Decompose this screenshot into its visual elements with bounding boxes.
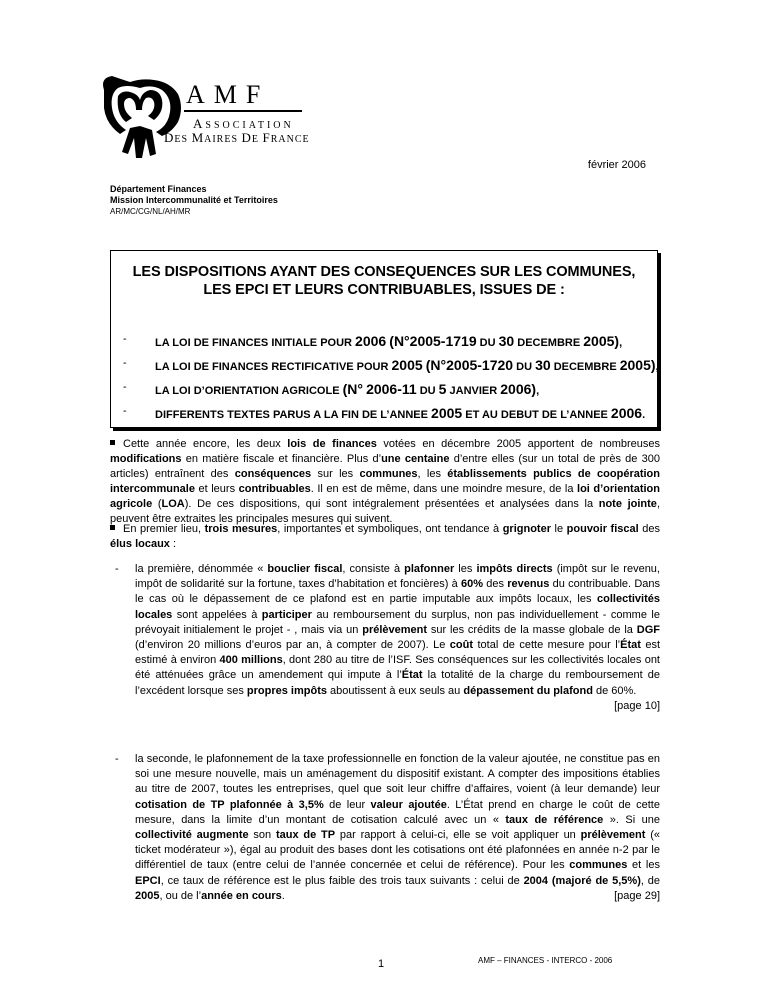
list-item: - LA LOI DE FINANCES RECTIFICATIVE POUR 2005 (N°2005-1720 DU 30 DECEMBRE 2005), bbox=[123, 357, 659, 373]
document-date: février 2006 bbox=[587, 159, 646, 171]
mission-name: Mission Intercommunalité et Territoires bbox=[110, 195, 278, 205]
title-frame bbox=[110, 250, 658, 428]
page-footer: AMF – FINANCES - INTERCO - 2006 bbox=[478, 956, 613, 965]
department-name: Département Finances bbox=[110, 184, 207, 194]
measures-paragraph-text: En premier lieu, trois mesures, importantes et symboliques, ont tendance à grignoter le pouvoir fiscal des élus locaux : bbox=[110, 523, 660, 550]
square-bullet-icon bbox=[110, 440, 115, 445]
title-line-2: LES EPCI ET LEURS CONTRIBUABLES, ISSUES DE : bbox=[203, 282, 565, 298]
logo-wordmark: AMF bbox=[186, 80, 270, 109]
measure-bouclier-fiscal: - la première, dénommée « bouclier fiscal, consiste à plafonner les impôts directs (impôt sur le revenu, impôt de solidarité sur la fortune, taxes d’habitation et foncières) à 60% des revenus du contribuable. Dans le cas où le dépassement de ce plafond est en partie imputable aux impôts locaux, les collectivités locales sont appelées à participer au remboursement du surplus, non pas individuellement - comme le prévoyait initialement le projet - , mais via un prélèvement sur les crédits de la masse globale de la DGF (d’environ 20 millions d’euros par an, à compter de 2007). Le coût total de cette mesure pour l’État est estimé à environ 400 millions, dont 280 au titre de l’ISF. Ses conséquences sur les collectivités locales ont été atténuées grâce un amendement qui impute à l’État la totalité de la charge du remboursement de l’excédent lorsque ses propres impôts aboutissent à eux seuls au dépassement du plafond de 60%. [page 10] bbox=[110, 562, 660, 714]
list-item: - LA LOI D’ORIENTATION AGRICOLE (N° 2006-11 DU 5 JANVIER 2006), bbox=[123, 381, 540, 397]
square-bullet-icon bbox=[110, 525, 115, 530]
department-block bbox=[110, 184, 278, 217]
page-reference: [page 10] bbox=[614, 699, 660, 712]
measures-paragraph bbox=[110, 522, 660, 552]
reference-code: AR/MC/CG/NL/AH/MR bbox=[110, 207, 191, 216]
intro-paragraph-text: Cette année encore, les deux lois de finances votées en décembre 2005 apportent de nombreuses modifications en matière fiscale et financière. Plus d’une centaine d’entre elles (sur un total de près de 300 articles) entraînent des conséquences sur les communes, les établissements publics de coopération intercommunale et leurs contribuables. Il en est de même, dans une moindre mesure, de la loi d’orientation agricole (LOA). De ces dispositions, qui sont intégralement présentées et analysées dans la note jointe, peuvent être extraites les principales mesures qui suivent. bbox=[110, 438, 661, 525]
logo-line-maires: DES MAIRES DE FRANCE bbox=[164, 130, 310, 145]
title-line-1: LES DISPOSITIONS AYANT DES CONSEQUENCES SUR LES COMMUNES, bbox=[132, 264, 636, 280]
logo-line-association: ASSOCIATION bbox=[193, 116, 294, 131]
intro-paragraph bbox=[110, 437, 660, 527]
amf-logo bbox=[96, 68, 310, 164]
measure-text: la première, dénommée « bouclier fiscal, consiste à plafonner les impôts directs (impôt sur le revenu, impôt de solidarité sur la fortune, taxes d’habitation et foncières) à 60% des revenus du contribuable. Dans le cas où le dépassement de ce plafond est en partie imputable aux impôts locaux, les collectivités locales sont appelées à participer au remboursement du surplus, non pas individuellement - comme le prévoyait initialement le projet - , mais via un prélèvement sur les crédits de la masse globale de la DGF (d’environ 20 millions d’euros par an, à compter de 2007). Le coût total de cette mesure pour l’État est estimé à environ 400 millions, dont 280 au titre de l’ISF. Ses conséquences sur les collectivités locales ont été atténuées grâce un amendement qui impute à l’État la totalité de la charge du remboursement de l’excédent lorsque ses propres impôts aboutissent à eux seuls au dépassement du plafond de 60%. bbox=[135, 563, 661, 697]
measure-text: la seconde, le plafonnement de la taxe professionnelle en fonction de la valeur ajoutée, ne constitue pas en soi une mesure nouvelle, mais un aménagement du dispositif existant. A compter des impositions établies au titre de 2007, toutes les entreprises, quel que soit leur chiffre d’affaires, voient (à leur demande) leur cotisation de TP plafonnée à 3,5% de leur valeur ajoutée. L’État prend en charge le coût de cette mesure, dans la limite d’un montant de cotisation calculé avec un « taux de référence ». Si une collectivité augmente son taux de TP par rapport à celui-ci, elle se voit appliquer un prélèvement (« ticket modérateur »), égal au produit des bases dont les cotisations ont été plafonnées en année n-2 par le différentiel de taux (entre celui de l’année concernée et celui de référence). Pour les communes et les EPCI, ce taux de référence est le plus faible des trois taux suivants : celui de 2004 (majoré de 5,5%), de 2005, ou de l’année en cours. bbox=[135, 753, 661, 902]
list-item-text: DIFFERENTS TEXTES PARUS A LA FIN DE L’ANNEE 2005 ET AU DEBUT DE L’ANNEE 2006. bbox=[155, 405, 646, 421]
document-title bbox=[111, 263, 657, 299]
page-reference: [page 29] bbox=[614, 889, 660, 902]
list-item-text: LA LOI DE FINANCES INITIALE POUR 2006 (N°2005-1719 DU 30 DECEMBRE 2005), bbox=[155, 333, 623, 349]
list-item: - DIFFERENTS TEXTES PARUS A LA FIN DE L’ANNEE 2005 ET AU DEBUT DE L’ANNEE 2006. bbox=[123, 405, 646, 421]
logo-rule bbox=[184, 110, 302, 112]
measure-plafonnement-tp: - la seconde, le plafonnement de la taxe professionnelle en fonction de la valeur ajoutée, ne constitue pas en soi une mesure nouvelle, mais un aménagement du dispositif existant. A compter des impositions établies au titre de 2007, toutes les entreprises, quel que soit leur chiffre d’affaires, voient (à leur demande) leur cotisation de TP plafonnée à 3,5% de leur valeur ajoutée. L’État prend en charge le coût de cette mesure, dans la limite d’un montant de cotisation calculé avec un « taux de référence ». Si une collectivité augmente son taux de TP par rapport à celui-ci, elle se voit appliquer un prélèvement (« ticket modérateur »), égal au produit des bases dont les cotisations ont été plafonnées en année n-2 par le différentiel de taux (entre celui de l’année concernée et celui de référence). Pour les communes et les EPCI, ce taux de référence est le plus faible des trois taux suivants : celui de 2004 (majoré de 5,5%), de 2005, ou de l’année en cours. [page 29] bbox=[110, 752, 660, 904]
list-item-text: LA LOI D’ORIENTATION AGRICOLE (N° 2006-11 DU 5 JANVIER 2006), bbox=[155, 381, 540, 397]
list-item-text: LA LOI DE FINANCES RECTIFICATIVE POUR 2005 (N°2005-1720 DU 30 DECEMBRE 2005), bbox=[155, 357, 659, 373]
amf-emblem-icon bbox=[96, 68, 186, 164]
list-item: - LA LOI DE FINANCES INITIALE POUR 2006 (N°2005-1719 DU 30 DECEMBRE 2005), bbox=[123, 333, 623, 349]
source-texts-list bbox=[123, 333, 659, 429]
page-number: 1 bbox=[378, 958, 385, 970]
